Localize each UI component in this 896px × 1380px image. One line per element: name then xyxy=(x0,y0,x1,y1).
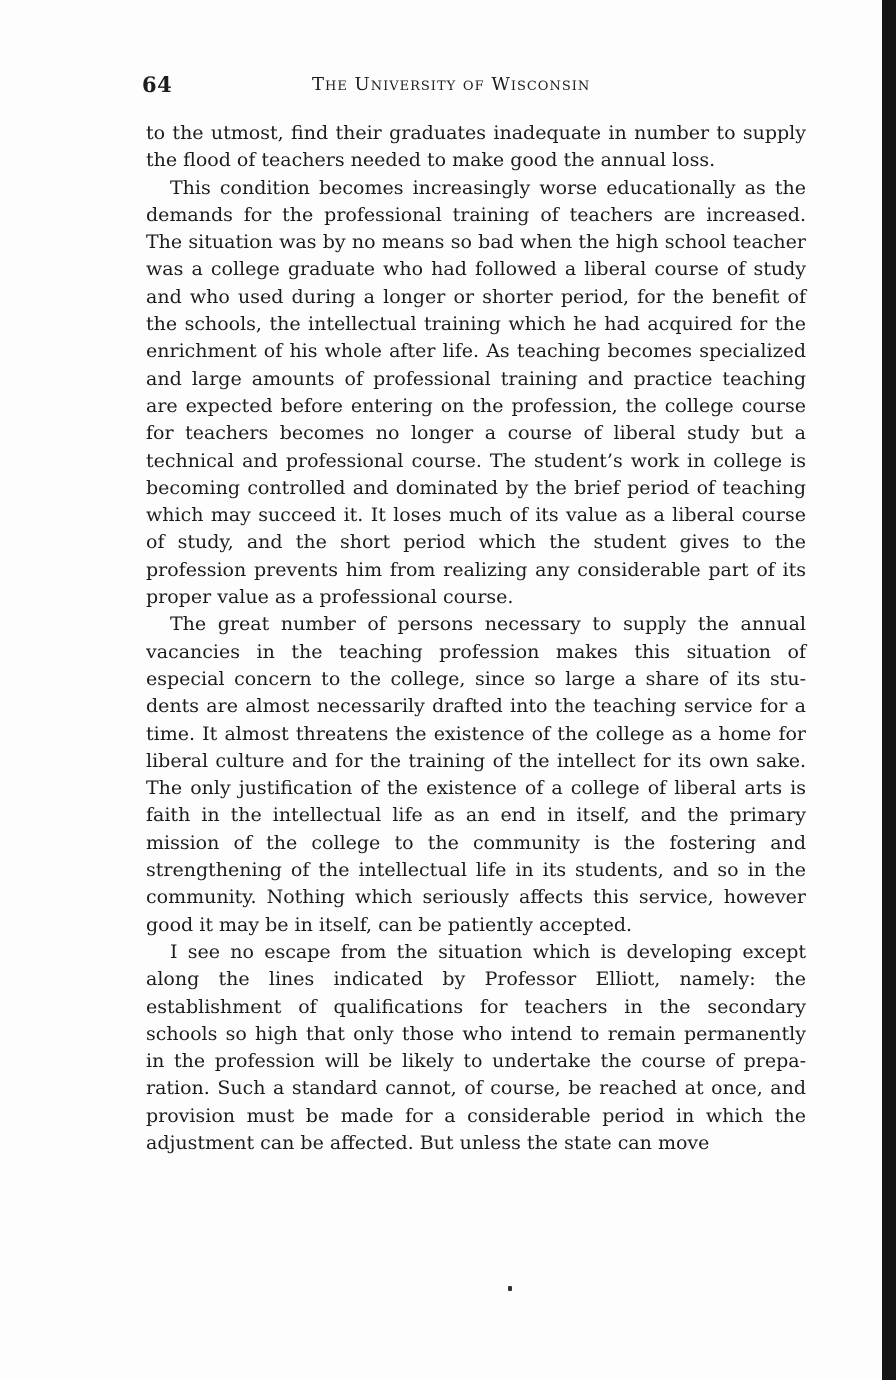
running-title: The University of Wisconsin xyxy=(312,74,591,95)
paragraph-professional-training: This condition becomes increasingly worse educationally as the demands for the professional training of teachers are increased. The situation was by no means so bad when the high school teacher was a college graduate who had followed a liberal course of study and who used during a longer or shorter period, for the benefit of the schools, the intellectual training which he had acquired for the enrichment of his whole after life. As teaching becomes specialized and large amounts of professional training and practice teaching are expected before entering on the profession, the college course for teachers becomes no longer a course of liberal study but a technical and professional course. The student’s work in college is becoming controlled and dominated by the brief period of teaching which may succeed it. It loses much of its value as a liberal course of study, and the short period which the student gives to the profession prevents him from realizing any considerable part of its proper value as a professional course. xyxy=(146,176,806,609)
page-header xyxy=(142,72,807,102)
paragraph-continuation: to the utmost, find their graduates inadequate in number to supply the flood of teachers needed to make good the annual loss. xyxy=(146,122,806,172)
paragraph-teaching-vacancies: The great number of persons necessary to supply the annual vacancies in the teaching profession makes this situation of especial concern to the college, since so large a share of its students are almost necessarily drafted into the teaching service for a time. It almost threatens the existence of the college as a home for liberal culture and for the training of the intellect for its own sake. The only justification of the existence of a college of liberal arts is faith in the intellectual life as an end in itself, and the primary mission of the college to the community is the fostering and strengthening of the intellectual life in its students, and so in the community. Nothing which seriously affects this service, however good it may be in itself, can be patiently accepted. xyxy=(146,613,806,936)
page-number: 64 xyxy=(142,72,173,97)
body-text xyxy=(146,120,806,1157)
scan-edge-shadow xyxy=(882,0,896,1380)
ink-speck xyxy=(508,1286,512,1291)
paragraph-no-escape: I see no escape from the situation which is developing except along the lines indicated by Professor Elliott, namely: the establishment of qualifications for teachers in the secondary schools so high that only those who intend to remain permanently in the profession will be likely to undertake the course of preparation. Such a standard cannot, of course, be reached at once, and provision must be made for a considerable period in which the adjustment can be affected. But unless the state can move xyxy=(146,940,806,1154)
